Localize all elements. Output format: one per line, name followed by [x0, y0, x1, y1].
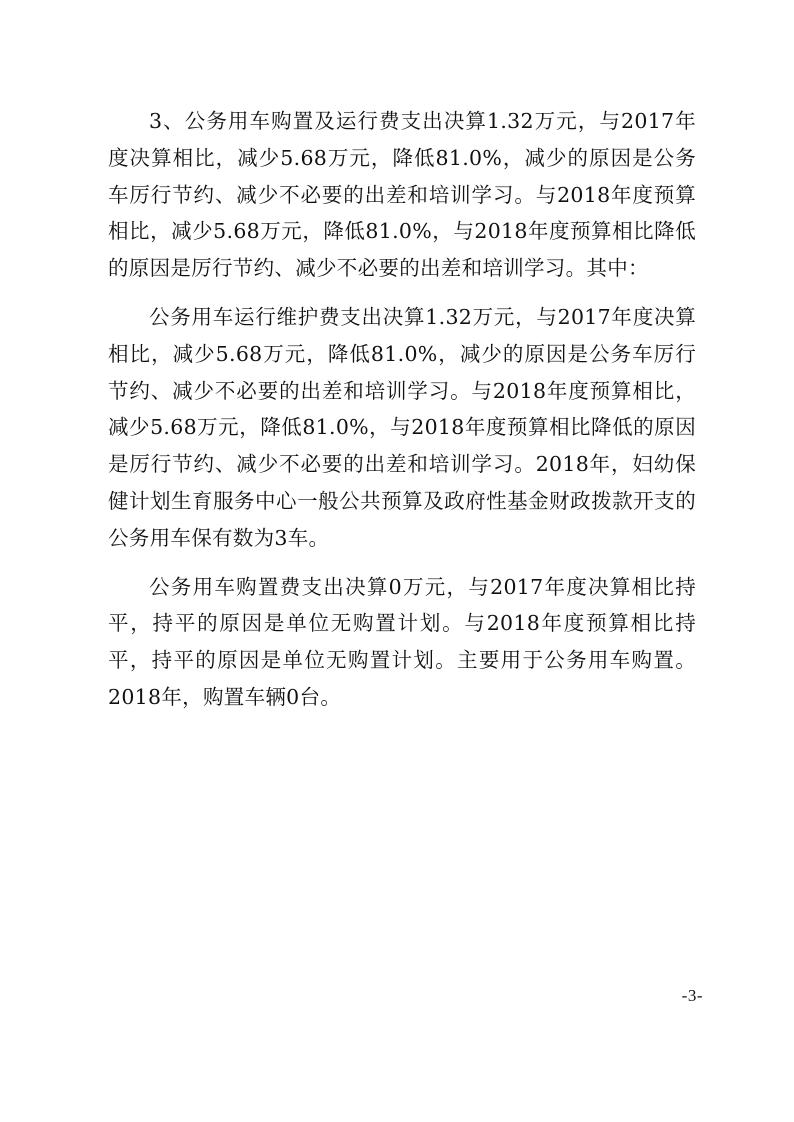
page-number: -3- [681, 986, 703, 1005]
paragraph-vehicle-operation-expense: 公务用车运行维护费支出决算1.32万元，与2017年度决算相比，减少5.68万元，降低81.0%，减少的原因是公务车厉行节约、减少不必要的出差和培训学习。与2018年度预算相比，减少5.68万元，降低81.0%，与2018年度预算相比降低的原因是厉行节约、减少不必要的出差和培训学习。2018年，妇幼保健计划生育服务中心一般公共预算及政府性基金财政拨款开支的公务用车保有数为3车。 [108, 304, 696, 550]
paragraph-vehicle-total-expense: 3、公务用车购置及运行费支出决算1.32万元，与2017年度决算相比，减少5.68万元，降低81.0%，减少的原因是公务车厉行节约、减少不必要的出差和培训学习。与2018年度预算相比，减少5.68万元，降低81.0%，与2018年度预算相比降低的原因是厉行节约、减少不必要的出差和培训学习。其中： [108, 109, 696, 281]
document-body [108, 103, 696, 716]
paragraph-vehicle-purchase-expense: 公务用车购置费支出决算0万元，与2017年度决算相比持平，持平的原因是单位无购置计划。与2018年度预算相比持平，持平的原因是单位无购置计划。主要用于公务用车购置。2018年，购置车辆0台。 [108, 574, 696, 709]
